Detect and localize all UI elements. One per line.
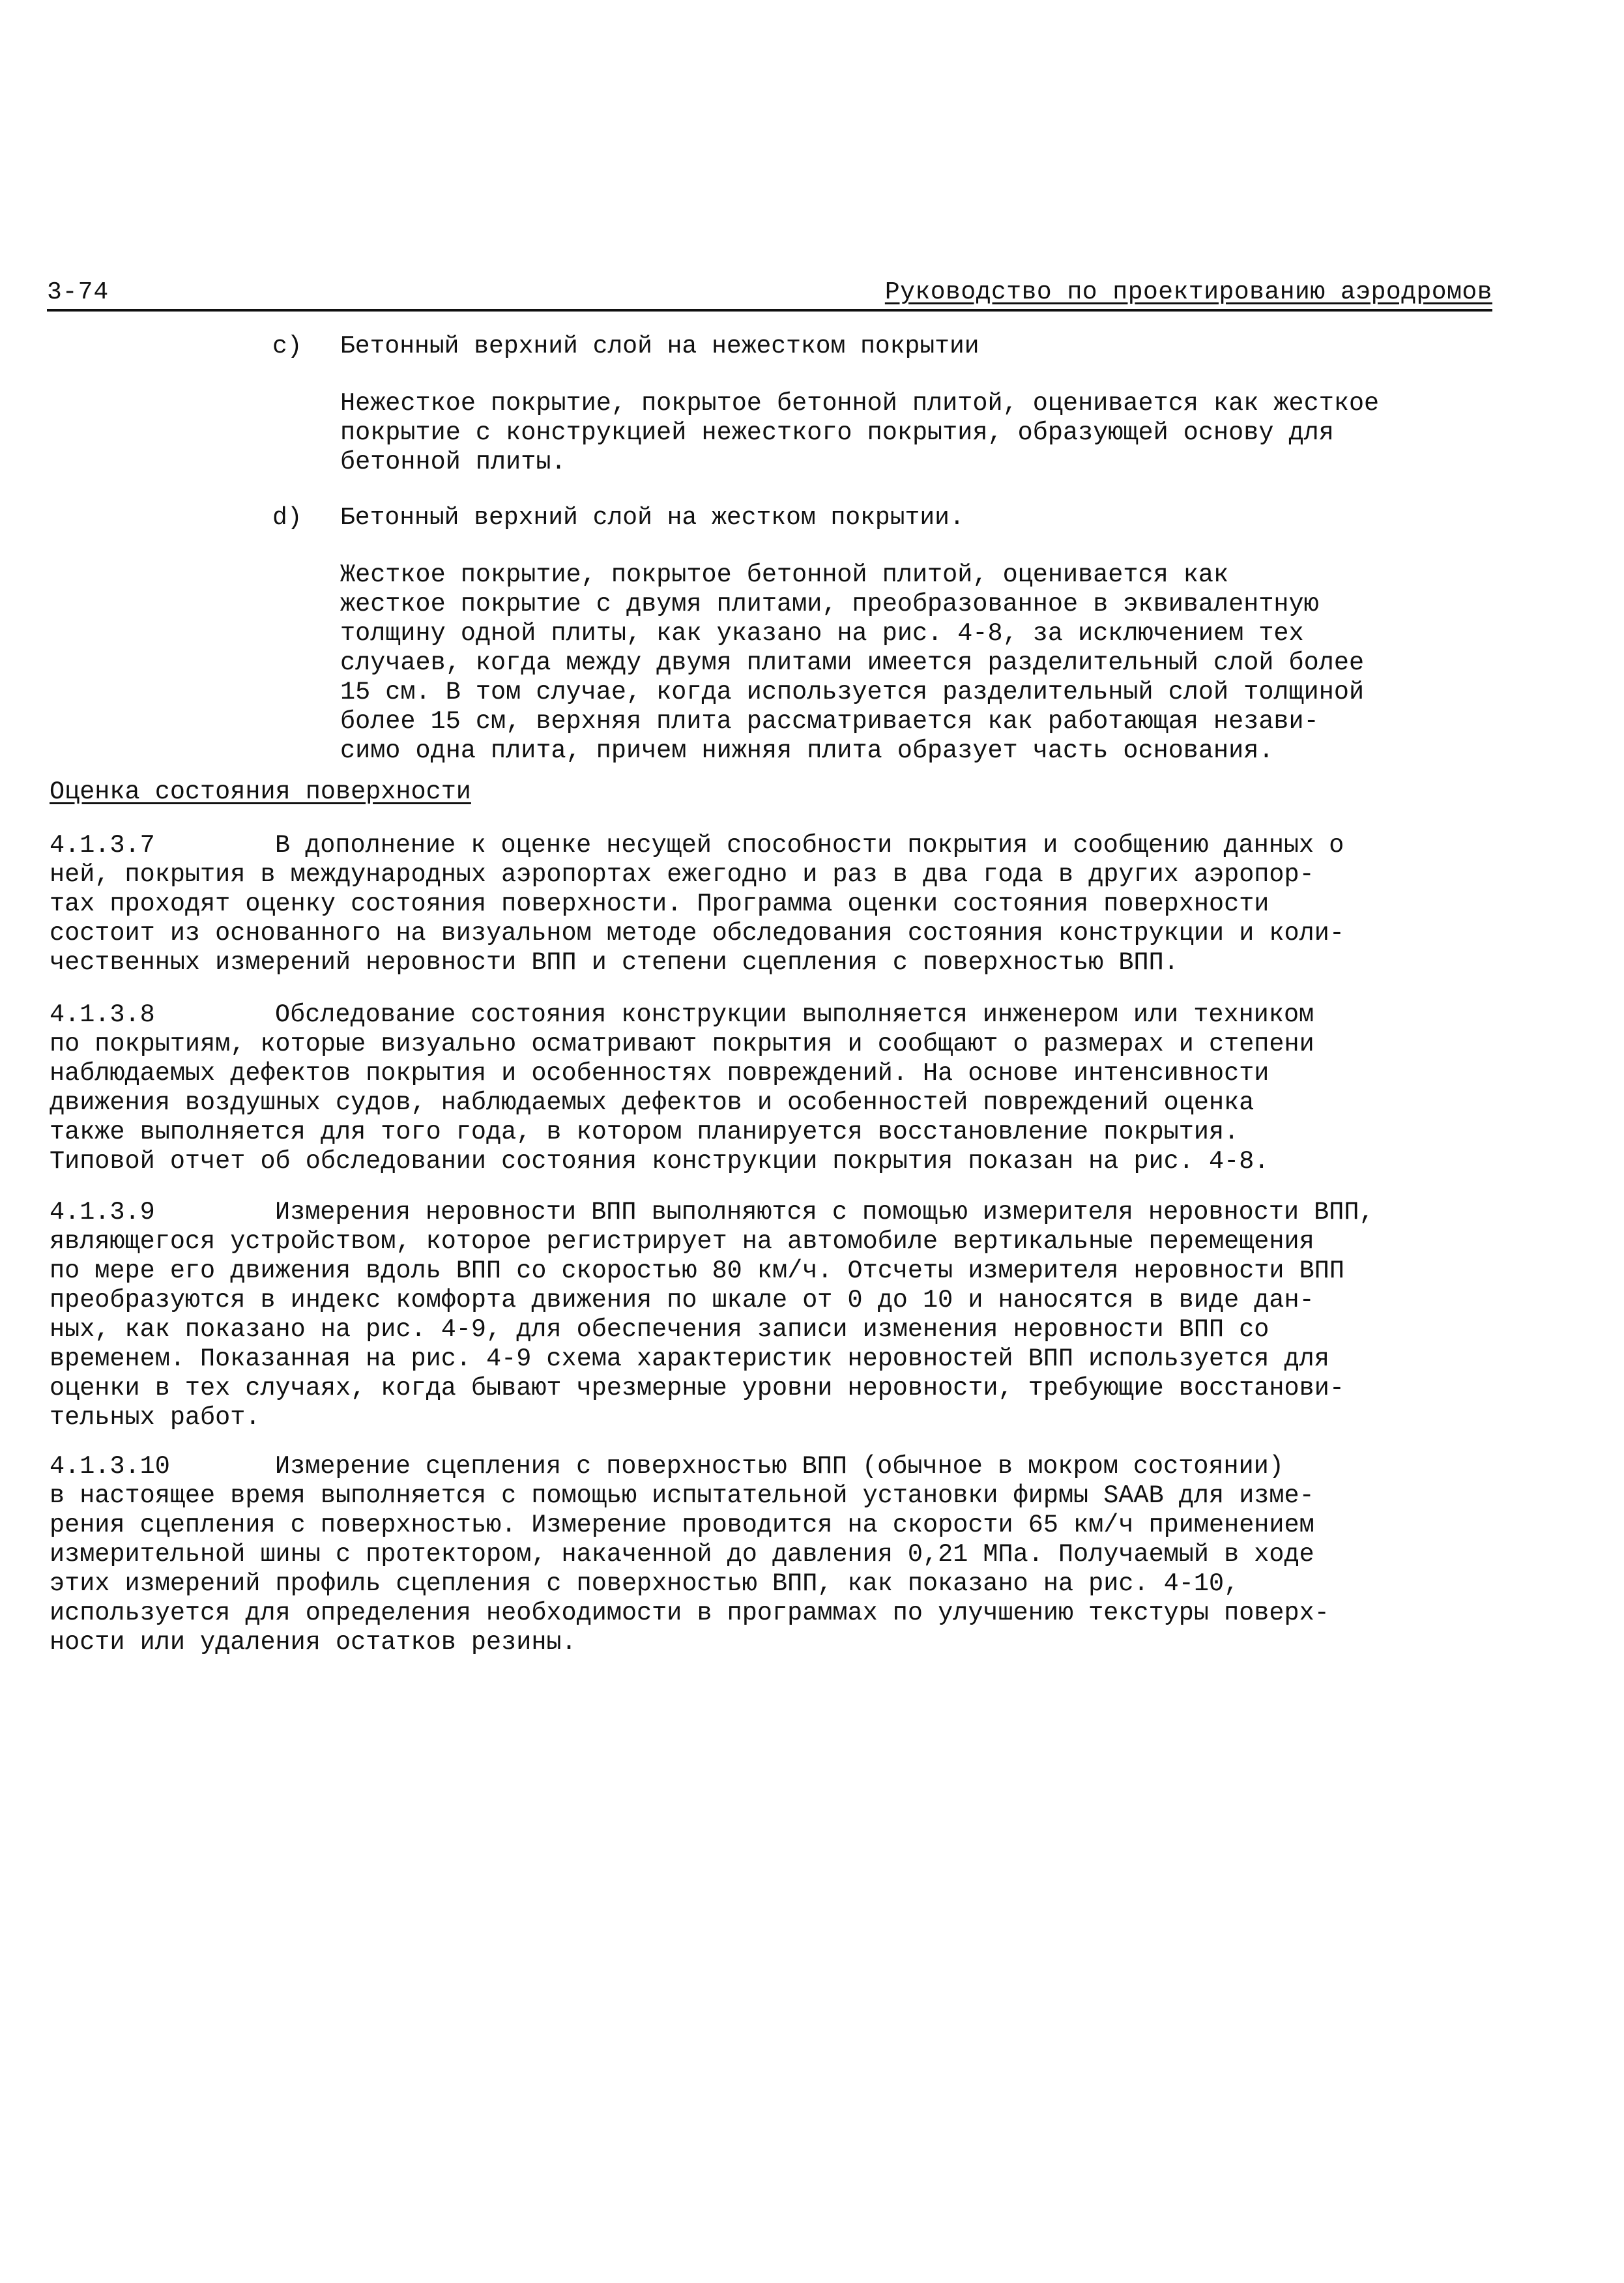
text-line: являющегося устройством, которое регистрирует на автомобиле вертикальные перемещения [50, 1227, 1314, 1256]
paragraph-4-1-3-7 [50, 831, 1503, 978]
item-label-c: c) [272, 332, 302, 360]
text-line: этих измерений профиль сцепления с поверхностью ВПП, как показано на рис. 4-10, [50, 1569, 1240, 1598]
text-line [50, 1452, 1503, 1481]
item-body-c [340, 389, 1500, 477]
text-line-start: В дополнение к оценке несущей способности покрытия и сообщению данных о [275, 831, 1344, 860]
page-header [47, 272, 1492, 312]
text-line: более 15 см, верхняя плита рассматривается как работающая незави- [340, 707, 1319, 736]
text-line: Нежесткое покрытие, покрытое бетонной плитой, оценивается как жесткое [340, 389, 1380, 418]
text-line-start: Измерение сцепления с поверхностью ВПП (обычное в мокром состоянии) [275, 1452, 1284, 1481]
item-heading-c: Бетонный верхний слой на нежестком покрытии [340, 332, 979, 360]
text-line: оценки в тех случаях, когда бывают чрезмерные уровни неровности, требующие восстанови- [50, 1374, 1344, 1403]
text-line: Типовой отчет об обследовании состояния конструкции покрытия показан на рис. 4-8. [50, 1147, 1269, 1176]
text-line: ней, покрытия в международных аэропортах ежегодно и раз в два года в других аэропор- [50, 860, 1314, 889]
text-line: 15 см. В том случае, когда используется разделительный слой толщиной [340, 678, 1365, 706]
text-line: по мере его движения вдоль ВПП со скоростью 80 км/ч. Отсчеты измерителя неровности ВПП [50, 1257, 1344, 1285]
text-line: чественных измерений неровности ВПП и степени сцепления с поверхностью ВПП. [50, 948, 1179, 977]
text-line: рения сцепления с поверхностью. Измерение проводится на скорости 65 км/ч применением [50, 1511, 1314, 1539]
text-line: по покрытиям, которые визуально осматривают покрытия и сообщают о размерах и степени [50, 1030, 1314, 1058]
text-line: толщину одной плиты, как указано на рис. 4-8, за исключением тех [340, 619, 1304, 648]
paragraph-4-1-3-8 [50, 1000, 1503, 1176]
paragraph-number: 4.1.3.8 [50, 1000, 155, 1029]
text-line: бетонной плиты. [340, 448, 566, 476]
paragraph-4-1-3-9 [50, 1198, 1503, 1432]
text-line: ных, как показано на рис. 4-9, для обеспечения записи изменения неровности ВПП со [50, 1315, 1269, 1344]
text-line: тах проходят оценку состояния поверхности. Программа оценки состояния поверхности [50, 890, 1269, 918]
text-line: покрытие с конструкцией нежесткого покрытия, образующей основу для [340, 418, 1334, 447]
text-line [50, 831, 1503, 860]
text-line [50, 1000, 1503, 1030]
paragraph-number: 4.1.3.10 [50, 1452, 170, 1481]
text-line: в настоящее время выполняется с помощью испытательной установки фирмы SAAB для изме- [50, 1481, 1314, 1510]
paragraph-number: 4.1.3.9 [50, 1198, 155, 1227]
text-line: состоит из основанного на визуальном методе обследования состояния конструкции и коли- [50, 919, 1344, 948]
text-line-start: Измерения неровности ВПП выполняются с помощью измерителя неровности ВПП, [275, 1198, 1374, 1227]
text-line: Жесткое покрытие, покрытое бетонной плитой, оценивается как [340, 560, 1229, 589]
text-line: временем. Показанная на рис. 4-9 схема характеристик неровностей ВПП используется для [50, 1345, 1329, 1373]
text-line: симо одна плита, причем нижняя плита образует часть основания. [340, 736, 1274, 765]
text-line: жесткое покрытие с двумя плитами, преобразованное в эквивалентную [340, 590, 1319, 618]
text-line: тельных работ. [50, 1403, 261, 1432]
text-line: используется для определения необходимости в программах по улучшению текстуры поверх- [50, 1599, 1329, 1627]
item-heading-d: Бетонный верхний слой на жестком покрытии. [340, 504, 964, 532]
text-line: движения воздушных судов, наблюдаемых дефектов и особенностей повреждений оценка [50, 1088, 1254, 1117]
text-line: измерительной шины с протектором, накаченной до давления 0,21 МПа. Получаемый в ходе [50, 1540, 1314, 1569]
text-line: преобразуются в индекс комфорта движения по шкале от 0 до 10 и наносятся в виде дан- [50, 1286, 1314, 1315]
paragraph-4-1-3-10 [50, 1452, 1503, 1657]
section-title: Оценка состояния поверхности [50, 778, 471, 806]
page-number: 3-74 [47, 278, 109, 306]
text-line: также выполняется для того года, в котором планируется восстановление покрытия. [50, 1118, 1240, 1146]
text-line-start: Обследование состояния конструкции выполняется инженером или техником [275, 1000, 1314, 1029]
text-line [50, 1198, 1503, 1227]
item-body-d [340, 560, 1500, 766]
running-title: Руководство по проектированию аэродромов [884, 278, 1492, 306]
text-line: ности или удаления остатков резины. [50, 1628, 577, 1657]
text-line: наблюдаемых дефектов покрытия и особенностях повреждений. На основе интенсивности [50, 1059, 1269, 1088]
paragraph-number: 4.1.3.7 [50, 831, 155, 860]
item-label-d: d) [272, 504, 302, 532]
text-line: случаев, когда между двумя плитами имеется разделительный слой более [340, 648, 1365, 677]
